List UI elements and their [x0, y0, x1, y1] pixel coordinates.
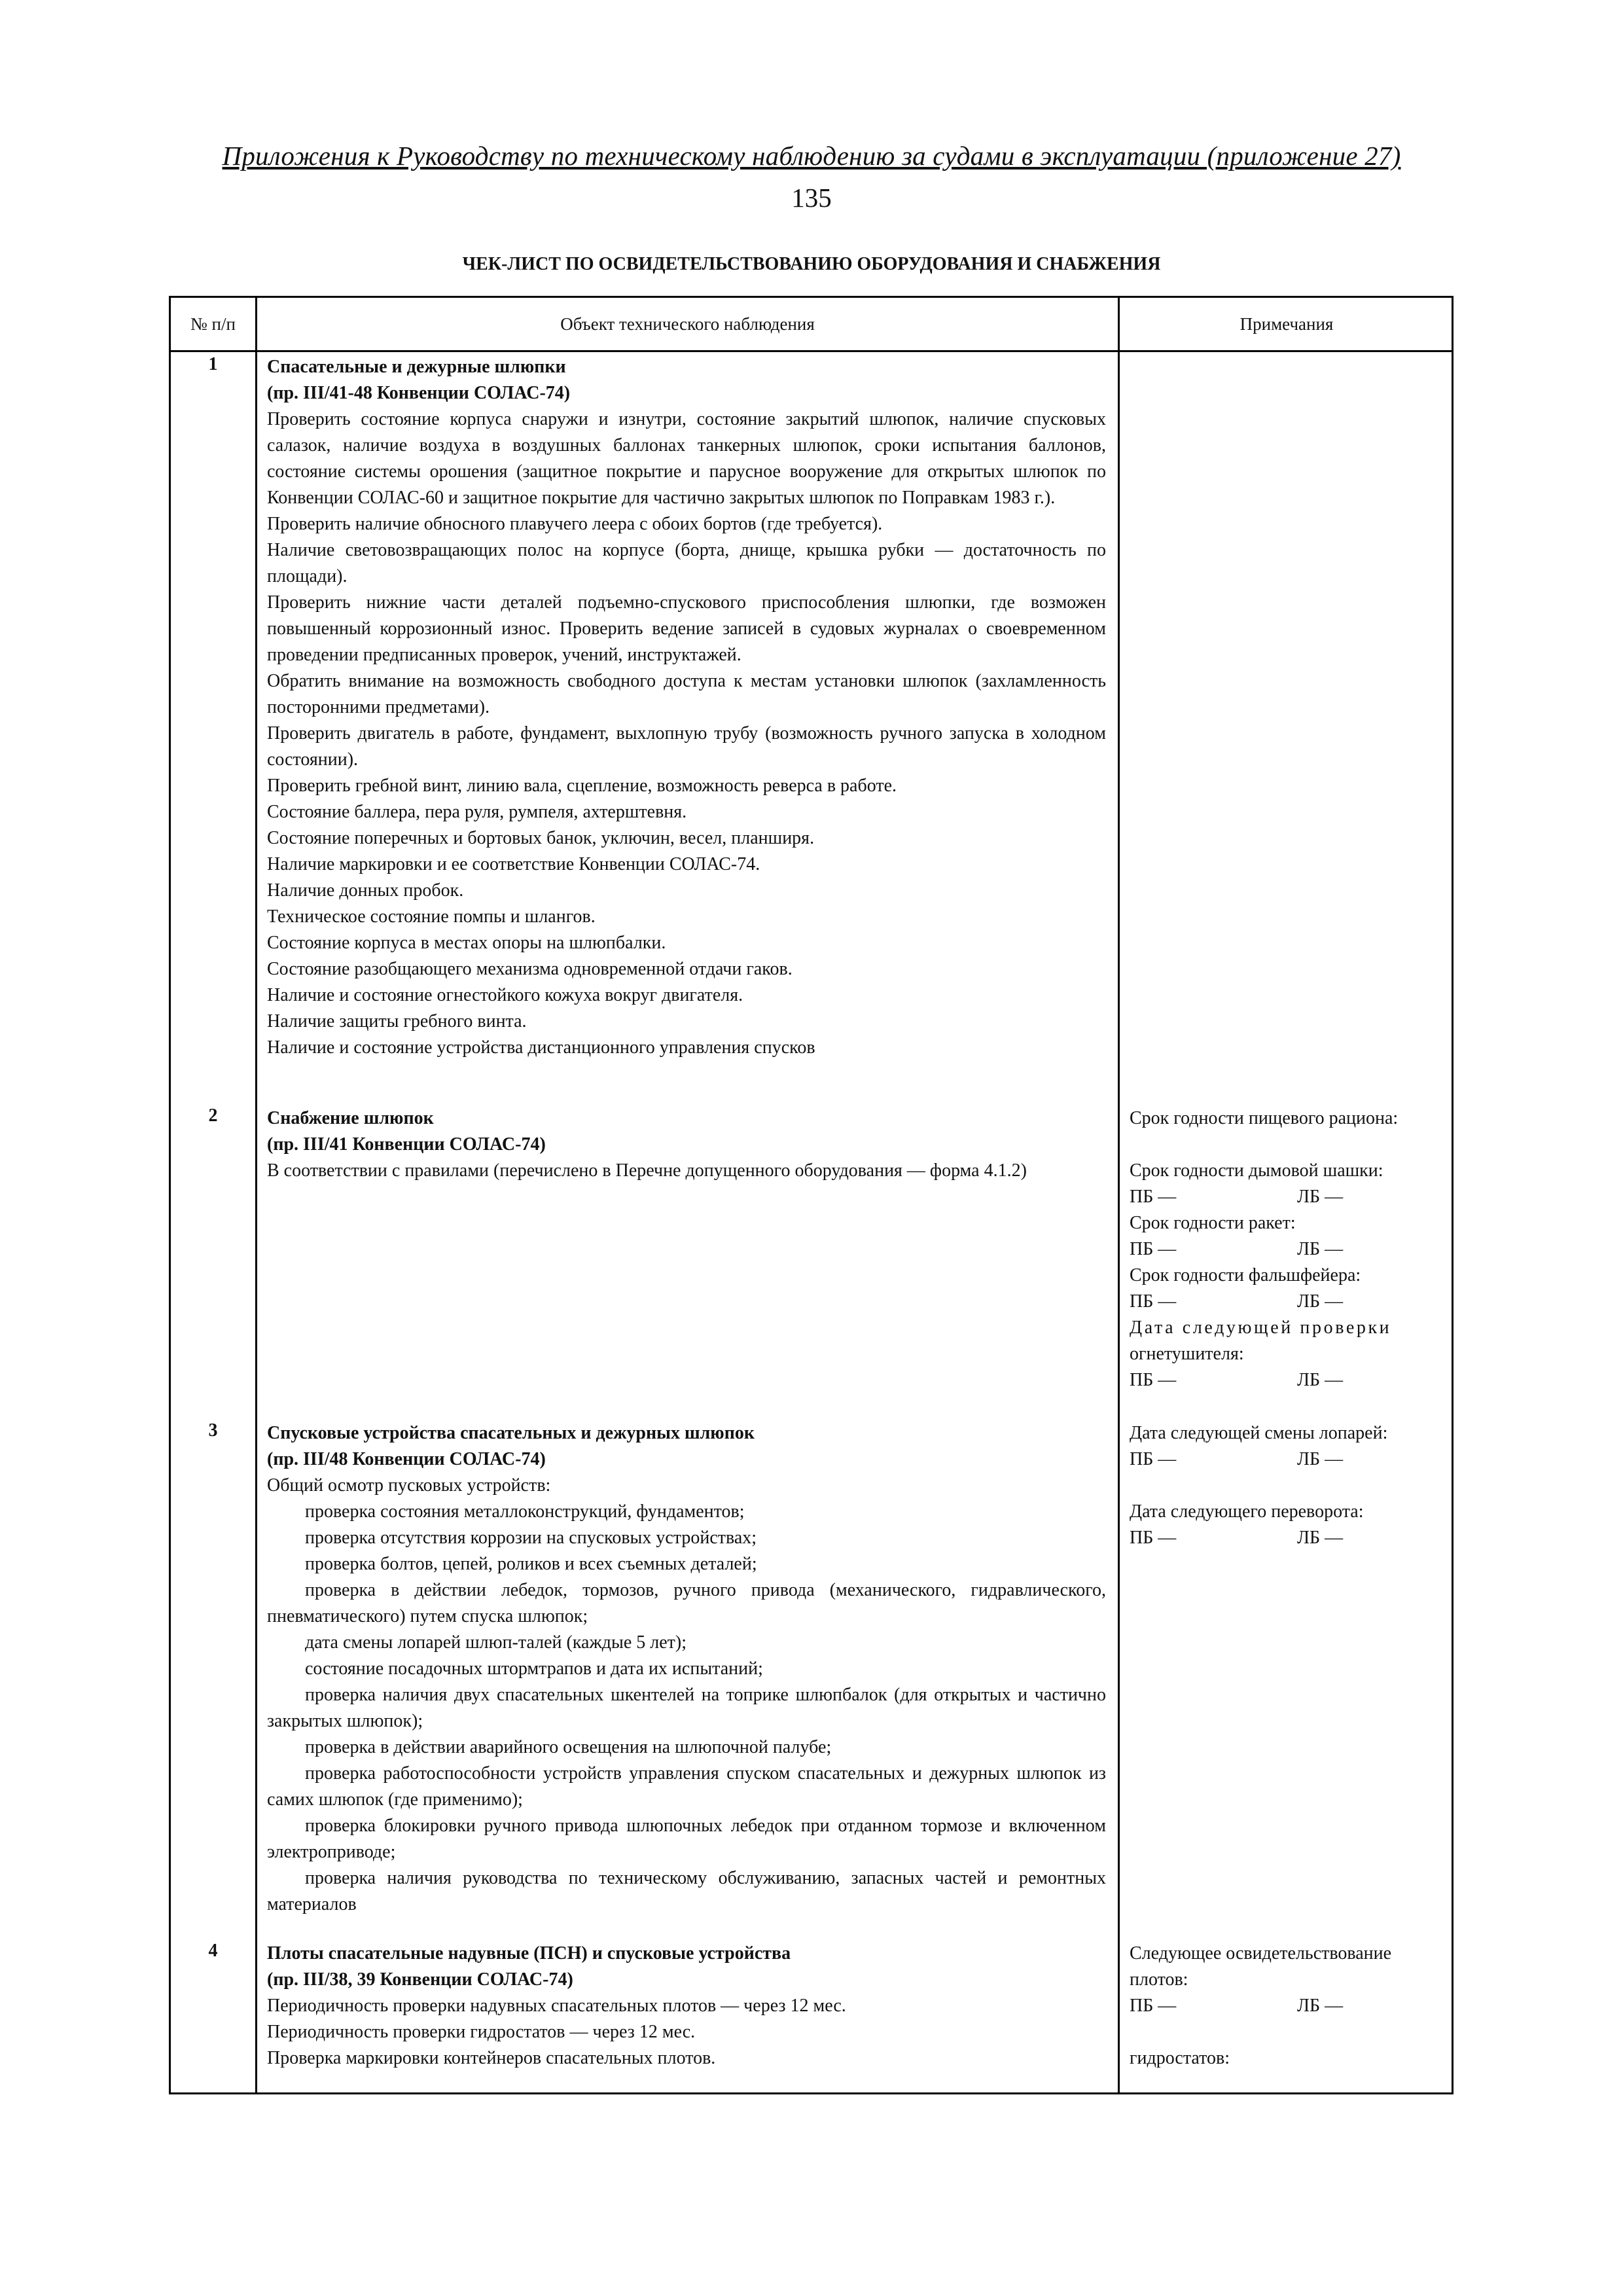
header-divider: [171, 350, 1452, 352]
list-item: В соответствии с правилами (перечислено в Перечне допущенного оборудования — форма 4.1.2): [267, 1160, 1027, 1181]
list-item: Состояние корпуса в местах опоры на шлюпбалки.: [267, 933, 666, 953]
note-line: Дата следующего переворота:: [1130, 1501, 1364, 1522]
list-item: Наличие защиты гребного винта.: [267, 1011, 527, 1031]
list-item: Проверить двигатель в работе, фундамент, выхлопную трубу (возможность ручного запуска в холодном состоянии).: [267, 723, 1106, 770]
row-object-4: [267, 1941, 1106, 2072]
list-item: Проверить состояние корпуса снаружи и изнутри, состояние закрытий шлюпок, наличие спусковых салазок, наличие воздуха в воздушных баллонах танкерных шлюпок, сроки испытания баллонов, состояние системы орошения (защитное покрытие и парусное вооружение для открытых шлюпок по Конвенции СОЛАС-60 и защитное покрытие для частично закрытых шлюпок по Поправкам 1983 г.).: [267, 409, 1106, 508]
list-item: проверка блокировки ручного привода шлюпочных лебедок при отданном тормозе и включенном электроприводе;: [267, 1816, 1106, 1862]
row-number: 3: [208, 1420, 218, 1441]
note-line: Срок годности дымовой шашки:: [1130, 1160, 1383, 1181]
checklist-table: [169, 296, 1454, 2094]
column-divider: [1118, 298, 1120, 2092]
row-title: Снабжение шлюпок: [267, 1108, 434, 1128]
list-item: проверка работоспособности устройств управления спуском спасательных и дежурных шлюпок из самих шлюпок (где применимо);: [267, 1763, 1106, 1810]
note-line: Следующее освидетельствование: [1130, 1943, 1392, 1964]
row-title: Спасательные и дежурные шлюпки: [267, 357, 566, 377]
row-reference: (пр. III/41-48 Конвенции СОЛАС-74): [267, 383, 571, 403]
pb-label: ПБ —: [1130, 1996, 1177, 2016]
list-item: Наличие маркировки и ее соответствие Конвенции СОЛАС-74.: [267, 854, 760, 874]
row-title: Спусковые устройства спасательных и дежурных шлюпок: [267, 1423, 755, 1443]
row-notes-4: [1130, 1941, 1447, 2072]
row-reference: (пр. III/48 Конвенции СОЛАС-74): [267, 1449, 546, 1469]
pb-label: ПБ —: [1130, 1187, 1177, 1207]
column-header-number: № п/п: [190, 314, 236, 334]
pb-lb-line: [1130, 1993, 1447, 2019]
lb-label: ЛБ —: [1297, 1528, 1344, 1548]
list-item: проверка отсутствия коррозии на спусковых устройствах;: [305, 1528, 757, 1548]
list-item: Состояние баллера, пера руля, румпеля, ахтерштевня.: [267, 802, 687, 822]
pb-lb-line: [1130, 1184, 1447, 1210]
row-reference: (пр. III/41 Конвенции СОЛАС-74): [267, 1134, 546, 1155]
row-number: 4: [208, 1941, 218, 1961]
row-notes-2: [1130, 1105, 1447, 1393]
document-title: ЧЕК-ЛИСТ ПО ОСВИДЕТЕЛЬСТВОВАНИЮ ОБОРУДОВАНИЯ И СНАБЖЕНИЯ: [462, 254, 1161, 274]
list-item: проверка наличия двух спасательных шкентелей на топрике шлюпбалок (для открытых и частично закрытых шлюпок);: [267, 1685, 1106, 1731]
column-header-notes: Примечания: [1240, 314, 1334, 334]
row-notes-3: [1130, 1420, 1447, 1551]
list-item: Проверить гребной винт, линию вала, сцепление, возможность реверса в работе.: [267, 776, 897, 796]
lb-label: ЛБ —: [1297, 1449, 1344, 1469]
list-item: Наличие световозвращающих полос на корпусе (борта, днище, крышка рубки — достаточность по площади).: [267, 540, 1106, 586]
note-line: Дата следующей проверки: [1130, 1318, 1392, 1338]
row-object-1: [267, 354, 1106, 1061]
note-line: Срок годности ракет:: [1130, 1213, 1296, 1233]
pb-lb-line: [1130, 1367, 1447, 1393]
list-item: состояние посадочных штормтрапов и дата их испытаний;: [305, 1659, 763, 1679]
pb-label: ПБ —: [1130, 1528, 1177, 1548]
list-item: Состояние поперечных и бортовых банок, уключин, весел, планширя.: [267, 828, 815, 848]
row-number: 1: [208, 354, 218, 374]
row-number: 2: [208, 1105, 218, 1126]
list-item: Наличие донных пробок.: [267, 880, 464, 901]
row-title: Плоты спасательные надувные (ПСН) и спусковые устройства: [267, 1943, 791, 1964]
pb-label: ПБ —: [1130, 1449, 1177, 1469]
row-reference: (пр. III/38, 39 Конвенции СОЛАС-74): [267, 1969, 573, 1990]
pb-label: ПБ —: [1130, 1370, 1177, 1390]
pb-label: ПБ —: [1130, 1291, 1177, 1312]
list-item: Обратить внимание на возможность свободного доступа к местам установки шлюпок (захламленность посторонними предметами).: [267, 671, 1106, 717]
column-header-object: Объект технического наблюдения: [560, 314, 815, 334]
note-line: Срок годности пищевого рациона:: [1130, 1108, 1399, 1128]
note-line: плотов:: [1130, 1969, 1188, 1990]
list-item: Наличие и состояние устройства дистанционного управления спусков: [267, 1037, 815, 1058]
list-item: проверка болтов, цепей, роликов и всех съемных деталей;: [305, 1554, 757, 1574]
note-line: Дата следующей смены лопарей:: [1130, 1423, 1388, 1443]
list-item: Периодичность проверки гидростатов — через 12 мес.: [267, 2022, 696, 2042]
list-item: проверка в действии аварийного освещения на шлюпочной палубе;: [305, 1737, 832, 1757]
note-line: Срок годности фальшфейера:: [1130, 1265, 1361, 1285]
list-item: проверка состояния металлоконструкций, фундаментов;: [305, 1501, 745, 1522]
pb-lb-line: [1130, 1525, 1447, 1551]
row-object-2: [267, 1105, 1106, 1184]
pb-lb-line: [1130, 1289, 1447, 1315]
note-line: гидростатов:: [1130, 2048, 1230, 2068]
list-item: Техническое состояние помпы и шлангов.: [267, 906, 596, 927]
list-item: Наличие и состояние огнестойкого кожуха вокруг двигателя.: [267, 985, 743, 1005]
list-item: Проверить нижние части деталей подъемно-спускового приспособления шлюпки, где возможен повышенный коррозионный износ. Проверить ведение записей в судовых журналах о своевременном проведении предписанных проверок, учений, инструктажей.: [267, 592, 1106, 665]
lb-label: ЛБ —: [1297, 1239, 1344, 1259]
row-object-3: [267, 1420, 1106, 1918]
list-item: дата смены лопарей шлюп-талей (каждые 5 лет);: [305, 1632, 687, 1653]
pb-lb-line: [1130, 1446, 1447, 1473]
row-lead: Общий осмотр пусковых устройств:: [267, 1475, 551, 1496]
list-item: проверка в действии лебедок, тормозов, ручного привода (механического, гидравлического, пневматического) путем спуска шлюпок;: [267, 1580, 1106, 1626]
note-line: огнетушителя:: [1130, 1344, 1244, 1364]
pb-lb-line: [1130, 1236, 1447, 1263]
lb-label: ЛБ —: [1297, 1187, 1344, 1207]
list-item: Проверить наличие обносного плавучего леера с обоих бортов (где требуется).: [267, 514, 883, 534]
running-header: Приложения к Руководству по техническому наблюдению за судами в эксплуатации (приложение 27): [222, 141, 1401, 171]
list-item: проверка наличия руководства по техническому обслуживанию, запасных частей и ремонтных материалов: [267, 1868, 1106, 1914]
lb-label: ЛБ —: [1297, 1291, 1344, 1312]
list-item: Состояние разобщающего механизма одновременной отдачи гаков.: [267, 959, 793, 979]
page-number: 135: [791, 183, 832, 213]
lb-label: ЛБ —: [1297, 1996, 1344, 2016]
column-divider: [255, 298, 257, 2092]
list-item: Периодичность проверки надувных спасательных плотов — через 12 мес.: [267, 1996, 846, 2016]
list-item: Проверка маркировки контейнеров спасательных плотов.: [267, 2048, 716, 2068]
pb-label: ПБ —: [1130, 1239, 1177, 1259]
lb-label: ЛБ —: [1297, 1370, 1344, 1390]
